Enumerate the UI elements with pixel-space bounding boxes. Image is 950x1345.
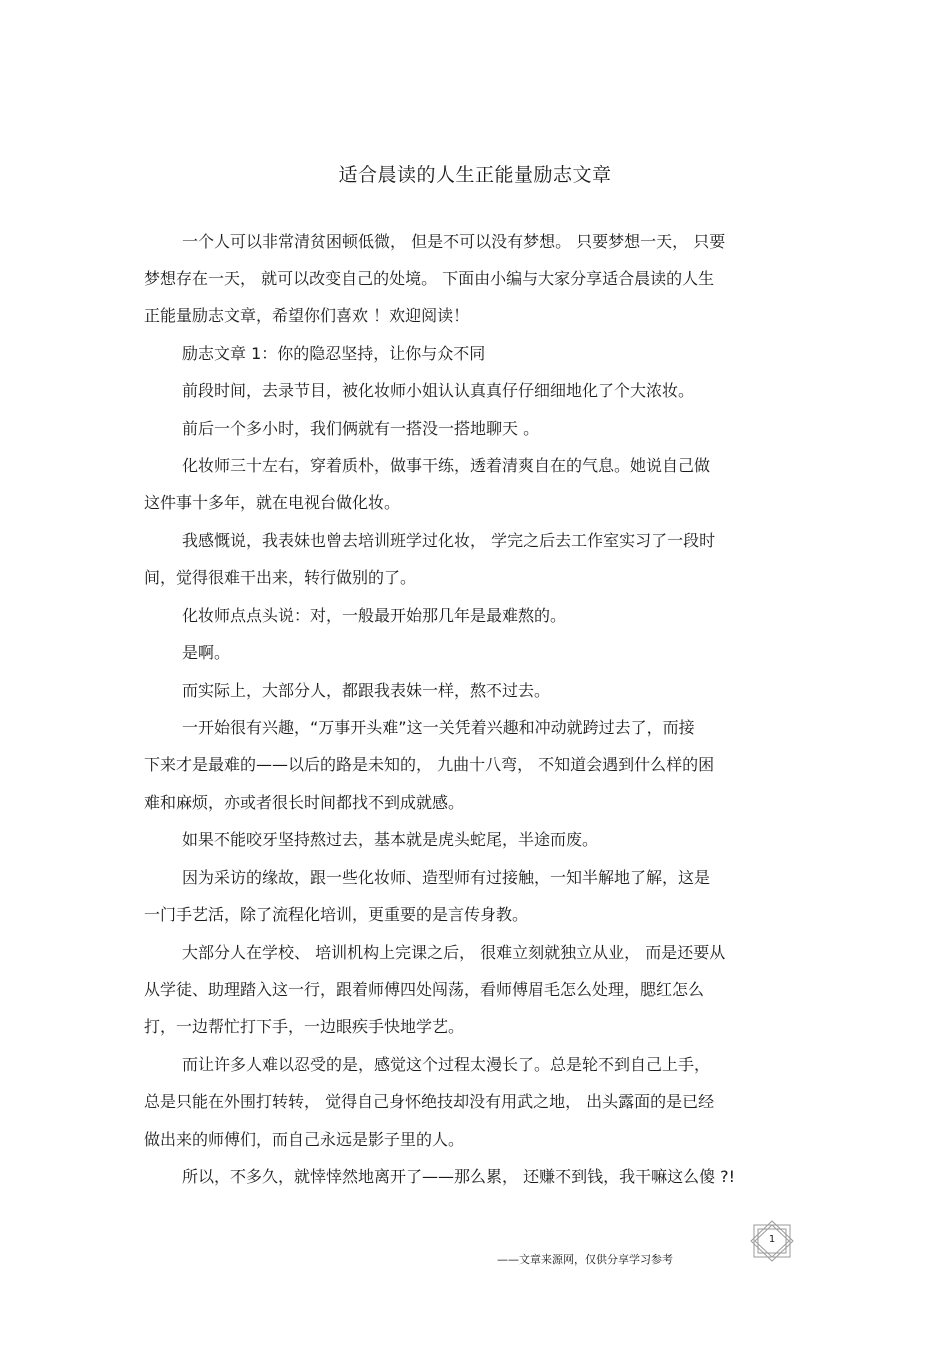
paragraph-line: 从学徒、助理踏入这一行，跟着师傅四处闯荡，看师傅眉毛怎么处理，腮红怎么 bbox=[144, 980, 705, 999]
paragraph-line: 梦想存在一天， 就可以改变自己的处境。 下面由小编与大家分享适合晨读的人生 bbox=[144, 269, 715, 288]
paragraph-line: 打，一边帮忙打下手，一边眼疾手快地学艺。 bbox=[144, 1017, 465, 1036]
paragraph-line: 所以，不多久，就悻悻然地离开了——那么累， 还赚不到钱，我干嘛这么傻 ?! bbox=[182, 1167, 736, 1186]
paragraph-line: 化妆师三十左右，穿着质朴，做事干练，透着清爽自在的气息。她说自己做 bbox=[182, 456, 711, 475]
paragraph-line: 下来才是最难的——以后的路是未知的， 九曲十八弯， 不知道会遇到什么样的困 bbox=[144, 755, 715, 774]
paragraph-line: 大部分人在学校、 培训机构上完课之后， 很难立刻就独立从业， 而是还要从 bbox=[182, 943, 726, 962]
paragraph-line: 做出来的师傅们，而自己永远是影子里的人。 bbox=[144, 1130, 465, 1149]
paragraph-line: 我感慨说，我表妹也曾去培训班学过化妆， 学完之后去工作室实习了一段时 bbox=[182, 531, 716, 550]
paragraph-line: 间，觉得很难干出来，转行做别的了。 bbox=[144, 568, 417, 587]
paragraph-line: 难和麻烦，亦或者很长时间都找不到成就感。 bbox=[144, 793, 465, 812]
paragraph-line: 前后一个多小时，我们俩就有一搭没一搭地聊天 。 bbox=[182, 419, 540, 438]
paragraph-line: 而让许多人难以忍受的是，感觉这个过程太漫长了。总是轮不到自己上手， bbox=[182, 1055, 711, 1074]
paragraph-line: 一个人可以非常清贫困顿低微， 但是不可以没有梦想。 只要梦想一天， 只要 bbox=[182, 232, 726, 251]
paragraph-line: 因为采访的缘故，跟一些化妆师、造型师有过接触，一知半解地了解，这是 bbox=[182, 868, 711, 887]
page-title: 适合晨读的人生正能量励志文章 bbox=[338, 164, 612, 186]
footer-source-note: ——文章来源网，仅供分享学习参考 bbox=[497, 1253, 673, 1266]
paragraph-line: 一开始很有兴趣，“万事开头难”这一关凭着兴趣和冲动就跨过去了，而接 bbox=[182, 718, 695, 737]
paragraph-line: 而实际上，大部分人，都跟我表妹一样，熬不过去。 bbox=[182, 681, 551, 700]
paragraph-line: 总是只能在外围打转转， 觉得自己身怀绝技却没有用武之地， 出头露面的是已经 bbox=[144, 1092, 715, 1111]
paragraph-line: 正能量励志文章，希望你们喜欢 ！欢迎阅读！ bbox=[144, 306, 470, 325]
paragraph-line: 是啊。 bbox=[182, 643, 231, 662]
paragraph-line: 化妆师点点头说：对，一般最开始那几年是最难熬的。 bbox=[182, 606, 567, 625]
paragraph-line: 前段时间，去录节目，被化妆师小姐认认真真仔仔细细地化了个大浓妆。 bbox=[182, 381, 695, 400]
paragraph-line: 这件事十多年，就在电视台做化妆。 bbox=[144, 493, 401, 512]
paragraph-line: 一门手艺活，除了流程化培训，更重要的是言传身教。 bbox=[144, 905, 529, 924]
page-number: 1 bbox=[768, 1234, 776, 1245]
paragraph-line: 如果不能咬牙坚持熬过去，基本就是虎头蛇尾，半途而废。 bbox=[182, 830, 599, 849]
section-heading: 励志文章 1：你的隐忍坚持，让你与众不同 bbox=[182, 344, 486, 363]
page-number-badge bbox=[748, 1220, 796, 1262]
